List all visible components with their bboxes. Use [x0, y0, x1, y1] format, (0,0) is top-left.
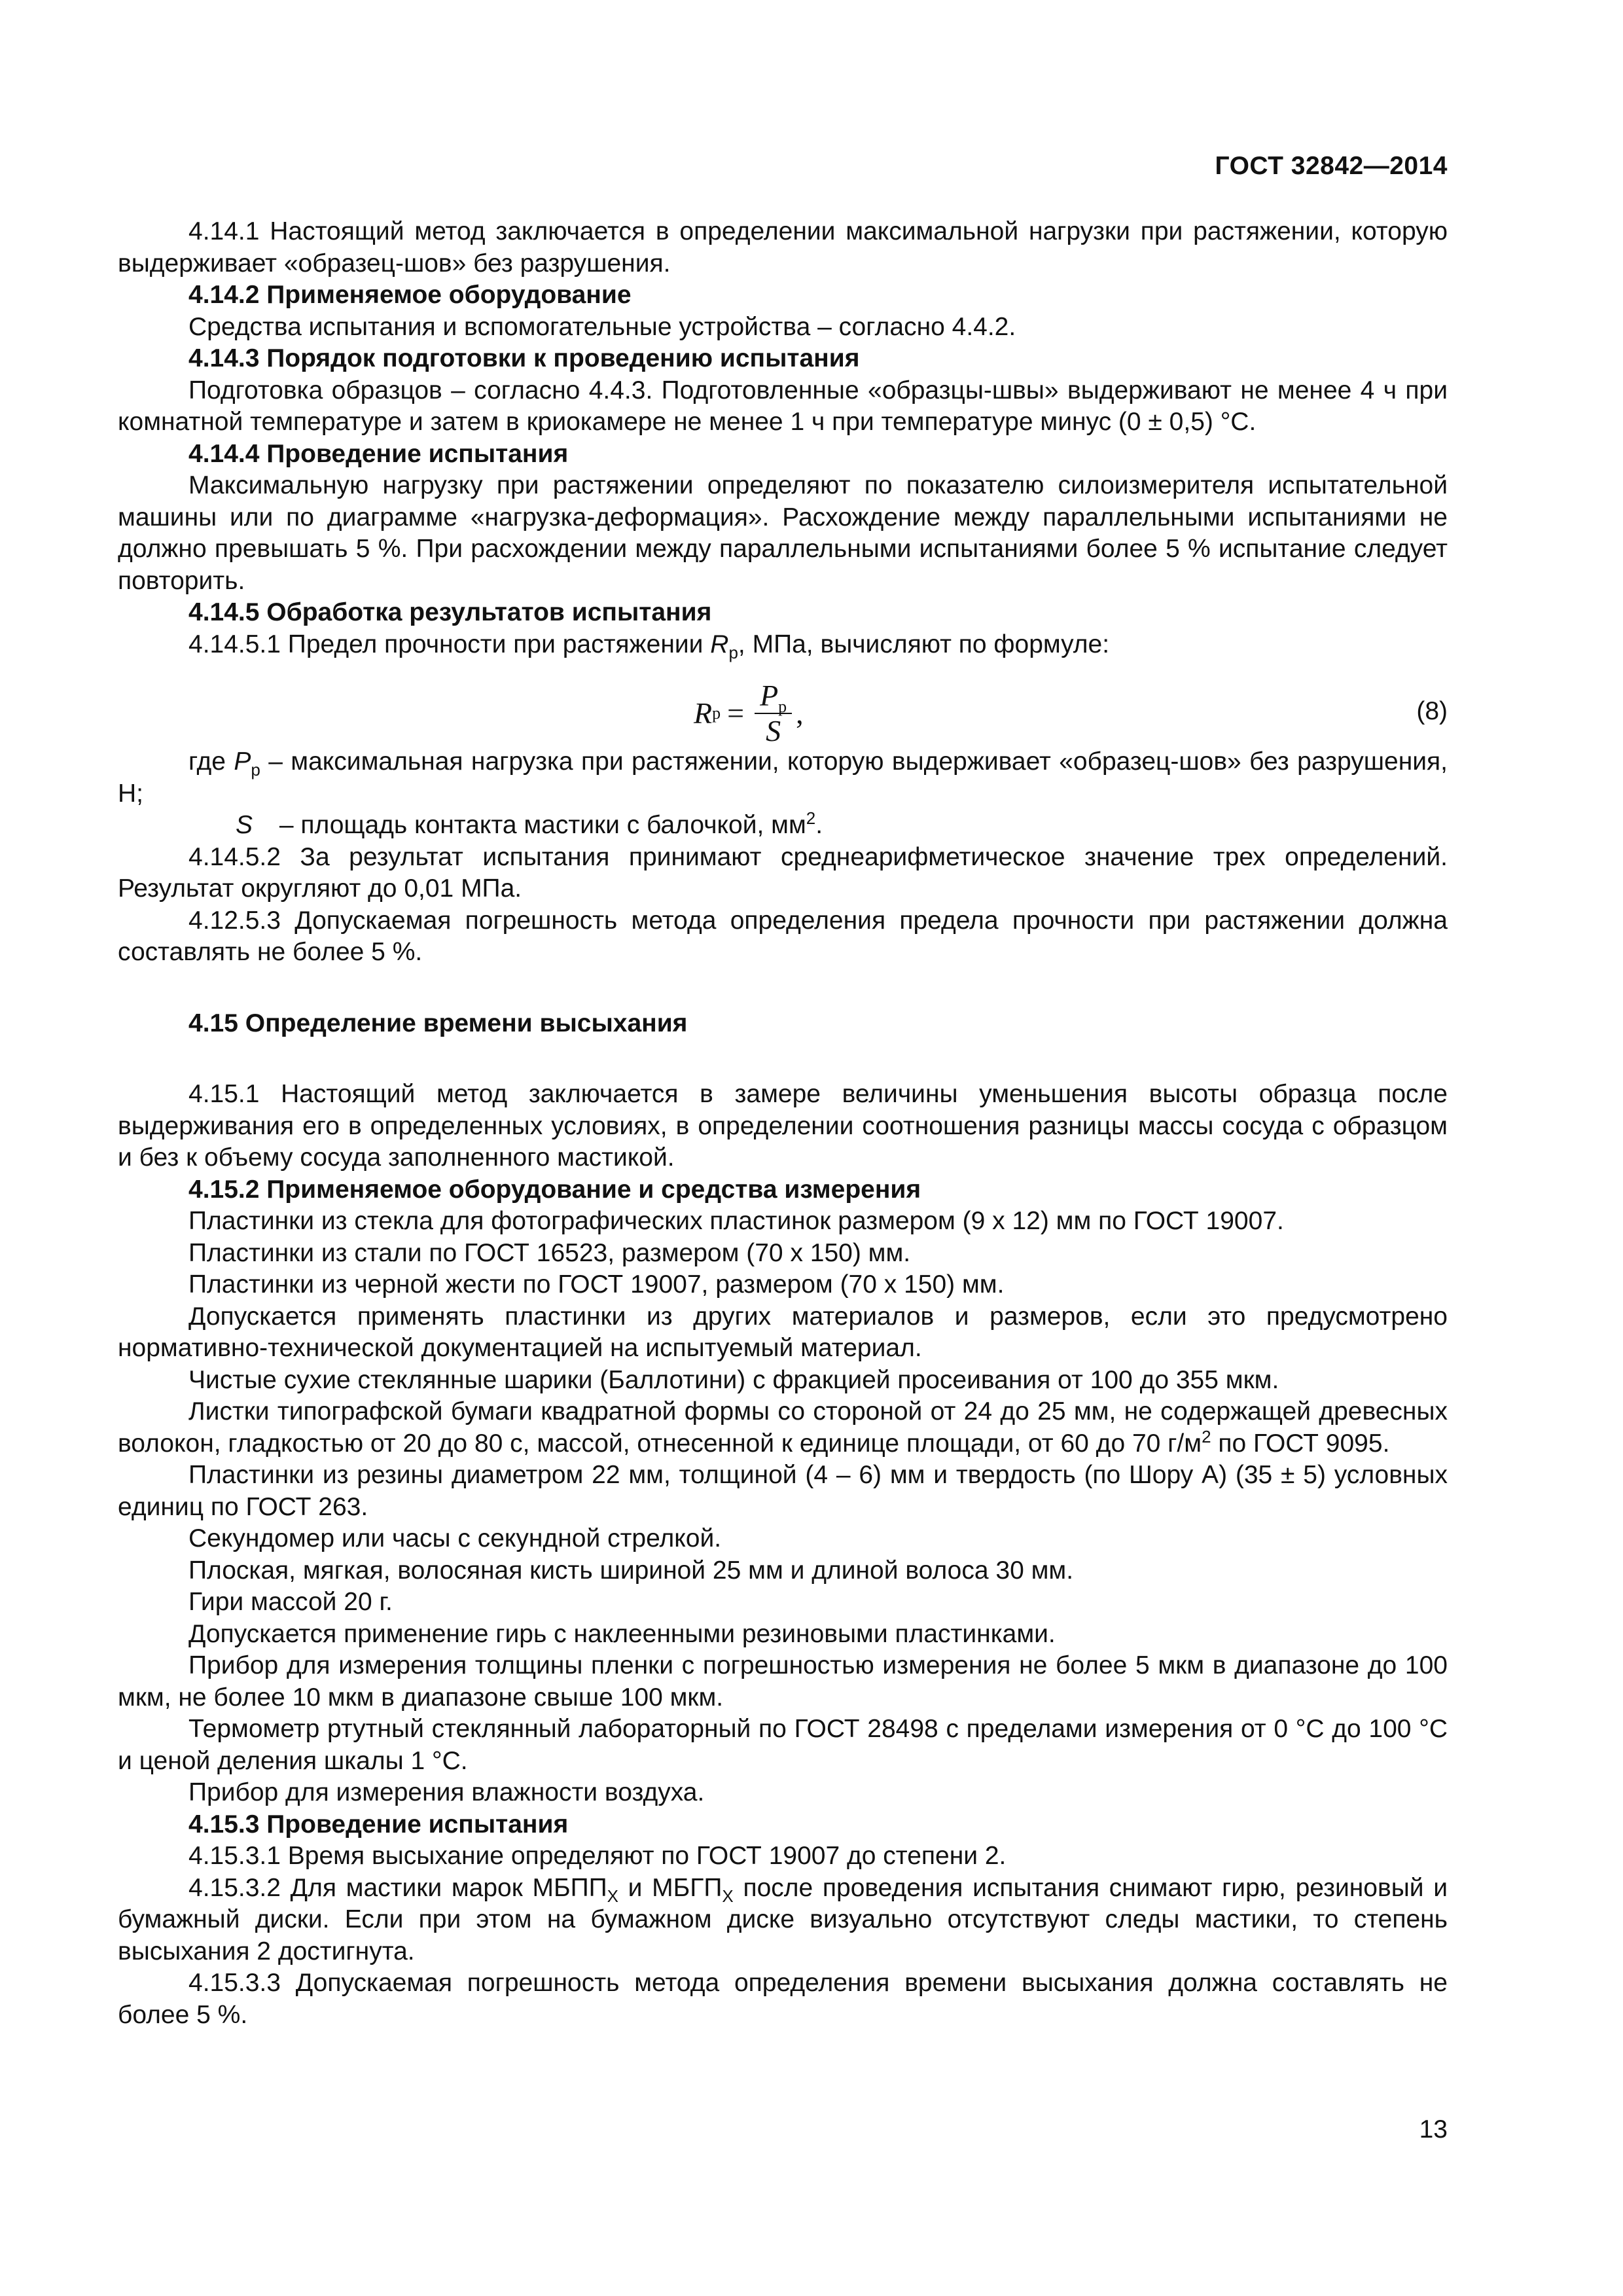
equipment-item: Прибор для измерения толщины пленки с погрешностью измерения не более 5 мкм в диапазоне до 100 мкм, не более 10 мкм в диапазоне свыше 100 мкм. — [118, 1651, 1448, 1712]
heading-4-15: 4.15 Определение времени высыхания — [188, 1009, 688, 1037]
symbol-r: R — [710, 630, 729, 658]
formula-number: (8) — [1416, 697, 1448, 725]
document-header: ГОСТ 32842—2014 — [1215, 152, 1448, 180]
equipment-item: Пластинки из стали по ГОСТ 16523, размером (70 х 150) мм. — [188, 1238, 911, 1267]
formula-expression: R р = $\frac{P_р}{S}$ , — [694, 679, 804, 747]
equipment-item: Термометр ртутный стеклянный лабораторный по ГОСТ 28498 с пределами измерения от 0 °С до 100 °С и ценой деления шкалы 1 °С. — [118, 1715, 1448, 1775]
paragraph-4-12-5-3: 4.12.5.3 Допускаемая погрешность метода определения предела прочности при растяжении должна составлять не более 5 %. — [118, 906, 1448, 966]
formula-8 — [118, 664, 1448, 746]
paragraph-4-14-5-1: 4.14.5.1 Предел прочности при растяжении $R_p$, МПа, вычисляют по формуле: — [188, 630, 1110, 662]
page-number: 13 — [1419, 2115, 1448, 2144]
equipment-item: Плоская, мягкая, волосяная кисть шириной 25 мм и длиной волоса 30 мм. — [188, 1556, 1074, 1585]
equipment-item: Чистые сухие стеклянные шарики (Баллотини) с фракцией просеивания от 100 до 355 мкм. — [188, 1365, 1279, 1394]
paragraph-4-14-3: Подготовка образцов – согласно 4.4.3. Подготовленные «образцы-швы» выдерживают не менее 4 ч при комнатной температуре и затем в криокамере не менее 1 ч при температуре минус (0 ± 0,5) °С. — [118, 376, 1448, 436]
equipment-item: Пластинки из черной жести по ГОСТ 19007, размером (70 х 150) мм. — [188, 1270, 1005, 1299]
heading-4-15-2: 4.15.2 Применяемое оборудование и средства измерения — [188, 1175, 921, 1204]
heading-4-14-2: 4.14.2 Применяемое оборудование — [188, 281, 632, 309]
paragraph-4-14-2: Средства испытания и вспомогательные устройства – согласно 4.4.2. — [188, 312, 1016, 341]
where-s-definition: S – площадь контакта мастики с балочкой, $мм^2$. — [236, 808, 823, 839]
heading-4-14-5: 4.14.5 Обработка результатов испытания — [188, 598, 712, 626]
where-p-definition: где $P_р$ – максимальная нагрузка при растяжении, которую выдерживает «образец-шов» без разрушения, Н; — [118, 747, 1448, 808]
heading-4-14-4: 4.14.4 Проведение испытания — [188, 439, 569, 468]
paragraph-4-15-3-1: 4.15.3.1 Время высыхание определяют по ГОСТ 19007 до степени 2. — [188, 1842, 1007, 1870]
paragraph-4-15-3-2: 4.15.3.2 Для мастики марок $МБПП_Х$ и $МБГП_Х$ после проведения испытания снимают гирю, резиновый и бумажный диски. Если при этом на бумажном диске визуально отсутствуют следы мастики, то степень высыхания 2 достигнута. — [118, 1873, 1448, 1965]
equipment-item: Прибор для измерения влажности воздуха. — [188, 1778, 705, 1806]
heading-4-15-3: 4.15.3 Проведение испытания — [188, 1810, 569, 1839]
equipment-item: Допускается применение гирь с наклеенными резиновыми пластинками. — [188, 1619, 1056, 1648]
paragraph-4-15-1: 4.15.1 Настоящий метод заключается в замере величины уменьшения высоты образца после выдерживания его в определенных условиях, в определении соотношения разницы массы сосуда с образцом и без к объему сосуда заполненного мастикой. — [118, 1080, 1448, 1172]
paragraph-4-14-4: Максимальную нагрузку при растяжении определяют по показателю силоизмерителя испытательной машины или по диаграмме «нагрузка-деформация». Расхождение между параллельными испытаниями не должно превышать 5 %. При расхождении между параллельными испытаниями более 5 % испытание следует повторить. — [118, 471, 1448, 595]
document-body — [118, 216, 1448, 2031]
equipment-item: Пластинки из стекла для фотографических пластинок размером (9 х 12) мм по ГОСТ 19007. — [188, 1207, 1284, 1235]
equipment-item: Допускается применять пластинки из других материалов и размеров, если это предусмотрено нормативно-технической документацией на испытуемый материал. — [118, 1302, 1448, 1362]
equipment-item: Пластинки из резины диаметром 22 мм, толщиной (4 – 6) мм и твердость (по Шору А) (35 ± 5) условных единиц по ГОСТ 263. — [118, 1461, 1448, 1521]
equipment-item: Секундомер или часы с секундной стрелкой. — [188, 1524, 722, 1552]
paragraph-4-15-3-3: 4.15.3.3 Допускаемая погрешность метода определения времени высыхания должна составлять не более 5 %. — [118, 1969, 1448, 2029]
heading-4-14-3: 4.14.3 Порядок подготовки к проведению испытания — [188, 344, 860, 372]
paragraph-4-14-1: 4.14.1 Настоящий метод заключается в определении максимальной нагрузки при растяжении, которую выдерживает «образец-шов» без разрушения. — [118, 217, 1448, 278]
equipment-item-paper: Листки типографской бумаги квадратной формы со стороной от 24 до 25 мм, не содержащей древесных волокон, гладкостью от 20 до 80 с, массой, отнесенной к единице площади, от 60 до 70 $г/м^2$ по ГОСТ 9095. — [118, 1397, 1448, 1458]
paragraph-4-14-5-2: 4.14.5.2 За результат испытания принимают среднеарифметическое значение трех определений. Результат округляют до 0,01 МПа. — [118, 842, 1448, 903]
formula-fraction: $\frac{P_р}{S}$ — [755, 679, 792, 748]
equipment-item: Гири массой 20 г. — [188, 1588, 393, 1616]
